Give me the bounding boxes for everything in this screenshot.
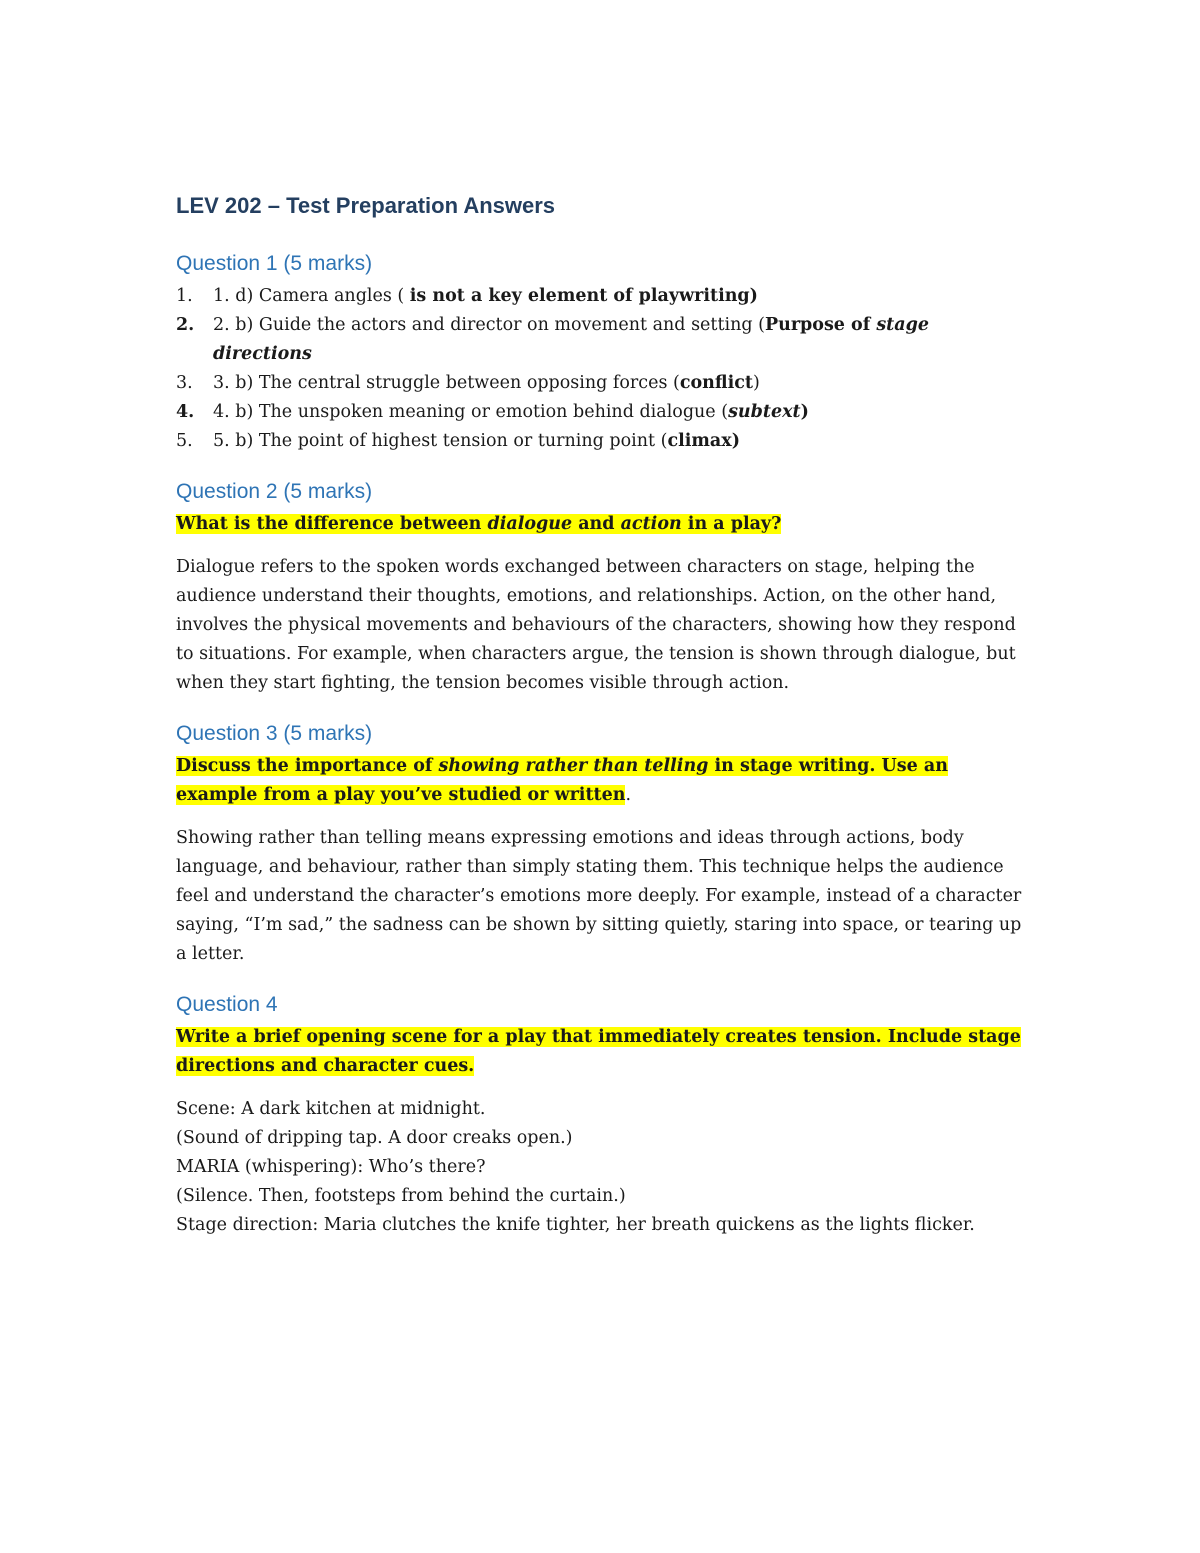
prompt-italic: action [620,514,682,534]
answer-text: 4. b) The unspoken meaning or emotion behind dialogue ( [213,402,729,422]
answer-item-4 [176,398,1026,427]
prompt-italic: dialogue [487,514,573,534]
answer-item-5 [176,427,1026,456]
prompt-italic: showing rather than telling [438,756,709,776]
list-number: 5. [176,431,193,451]
answer-item-1 [176,282,1026,311]
list-number: 4. [176,402,195,422]
scene-line: (Sound of dripping tap. A door creaks open.) [176,1128,573,1148]
scene-line: (Silence. Then, footsteps from behind the curtain.) [176,1186,626,1206]
prompt-text: Discuss the importance of [176,756,439,776]
question-2-heading: Question 2 (5 marks) [176,480,373,503]
answer-text: 1. d) Camera angles ( [213,286,410,306]
answer-item-3 [176,369,1026,398]
answer-emphasis: Purpose of [764,315,877,335]
document-body [176,190,1026,1240]
scene-script [176,1095,1026,1240]
prompt-text: in stage writing. Use an example from a play you’ve studied or written [176,756,948,805]
answer-item-2 [176,311,1026,369]
question-1-answer-list [176,282,1026,456]
question-3-answer: Showing rather than telling means expressing emotions and ideas through actions, body language, and behaviour, rather than simply stating them. This technique helps the audience feel and understand the character’s emotions more deeply. For example, instead of a character saying, “I’m sad,” the sadness can be shown by sitting quietly, staring into space, or tearing up a letter. [176,828,1022,964]
answer-text: 5. b) The point of highest tension or turning point ( [213,431,668,451]
prompt-end: . [625,785,632,805]
prompt-text: What is the difference between [176,514,488,534]
question-3-section [176,718,1026,969]
question-4-section [176,989,1026,1240]
answer-text: 2. b) Guide the actors and director on movement and setting ( [213,315,765,335]
list-number: 1. [176,286,193,306]
document-title: LEV 202 – Test Preparation Answers [176,193,556,218]
scene-line: Scene: A dark kitchen at midnight. [176,1099,486,1119]
answer-close: ) [753,373,760,393]
answer-close: ) [731,431,740,451]
answer-emphasis: climax [667,431,732,451]
question-4-prompt [176,1023,1026,1081]
answer-emphasis-italic: subtext [728,402,801,422]
question-1-section [176,248,1026,456]
question-1-heading: Question 1 (5 marks) [176,252,373,275]
answer-text: 3. b) The central struggle between opposing forces ( [213,373,680,393]
answer-emphasis-italic: stage directions [213,315,929,364]
answer-close: ) [800,402,809,422]
answer-emphasis: is not a key element of playwriting) [409,286,758,306]
question-2-prompt [176,510,1026,539]
prompt-text: in a play? [681,514,782,534]
question-2-answer: Dialogue refers to the spoken words exchanged between characters on stage, helping the audience understand their thoughts, emotions, and relationships. Action, on the other hand, involves the physical movements and behaviours of the characters, showing how they respond to situations. For example, when characters argue, the tension is shown through dialogue, but when they start fighting, the tension becomes visible through action. [176,557,1016,693]
answer-emphasis: conflict [679,373,753,393]
question-3-heading: Question 3 (5 marks) [176,722,373,745]
scene-line: MARIA (whispering): Who’s there? [176,1157,486,1177]
question-4-heading: Question 4 [176,993,278,1016]
prompt-text: Write a brief opening scene for a play that immediately creates tension. Include stage directions and character cues. [176,1027,1021,1076]
question-2-section [176,476,1026,698]
question-3-prompt [176,752,1026,810]
prompt-text: and [572,514,621,534]
list-number: 2. [176,315,195,335]
scene-line: Stage direction: Maria clutches the knife tighter, her breath quickens as the lights flicker. [176,1215,975,1235]
list-number: 3. [176,373,193,393]
